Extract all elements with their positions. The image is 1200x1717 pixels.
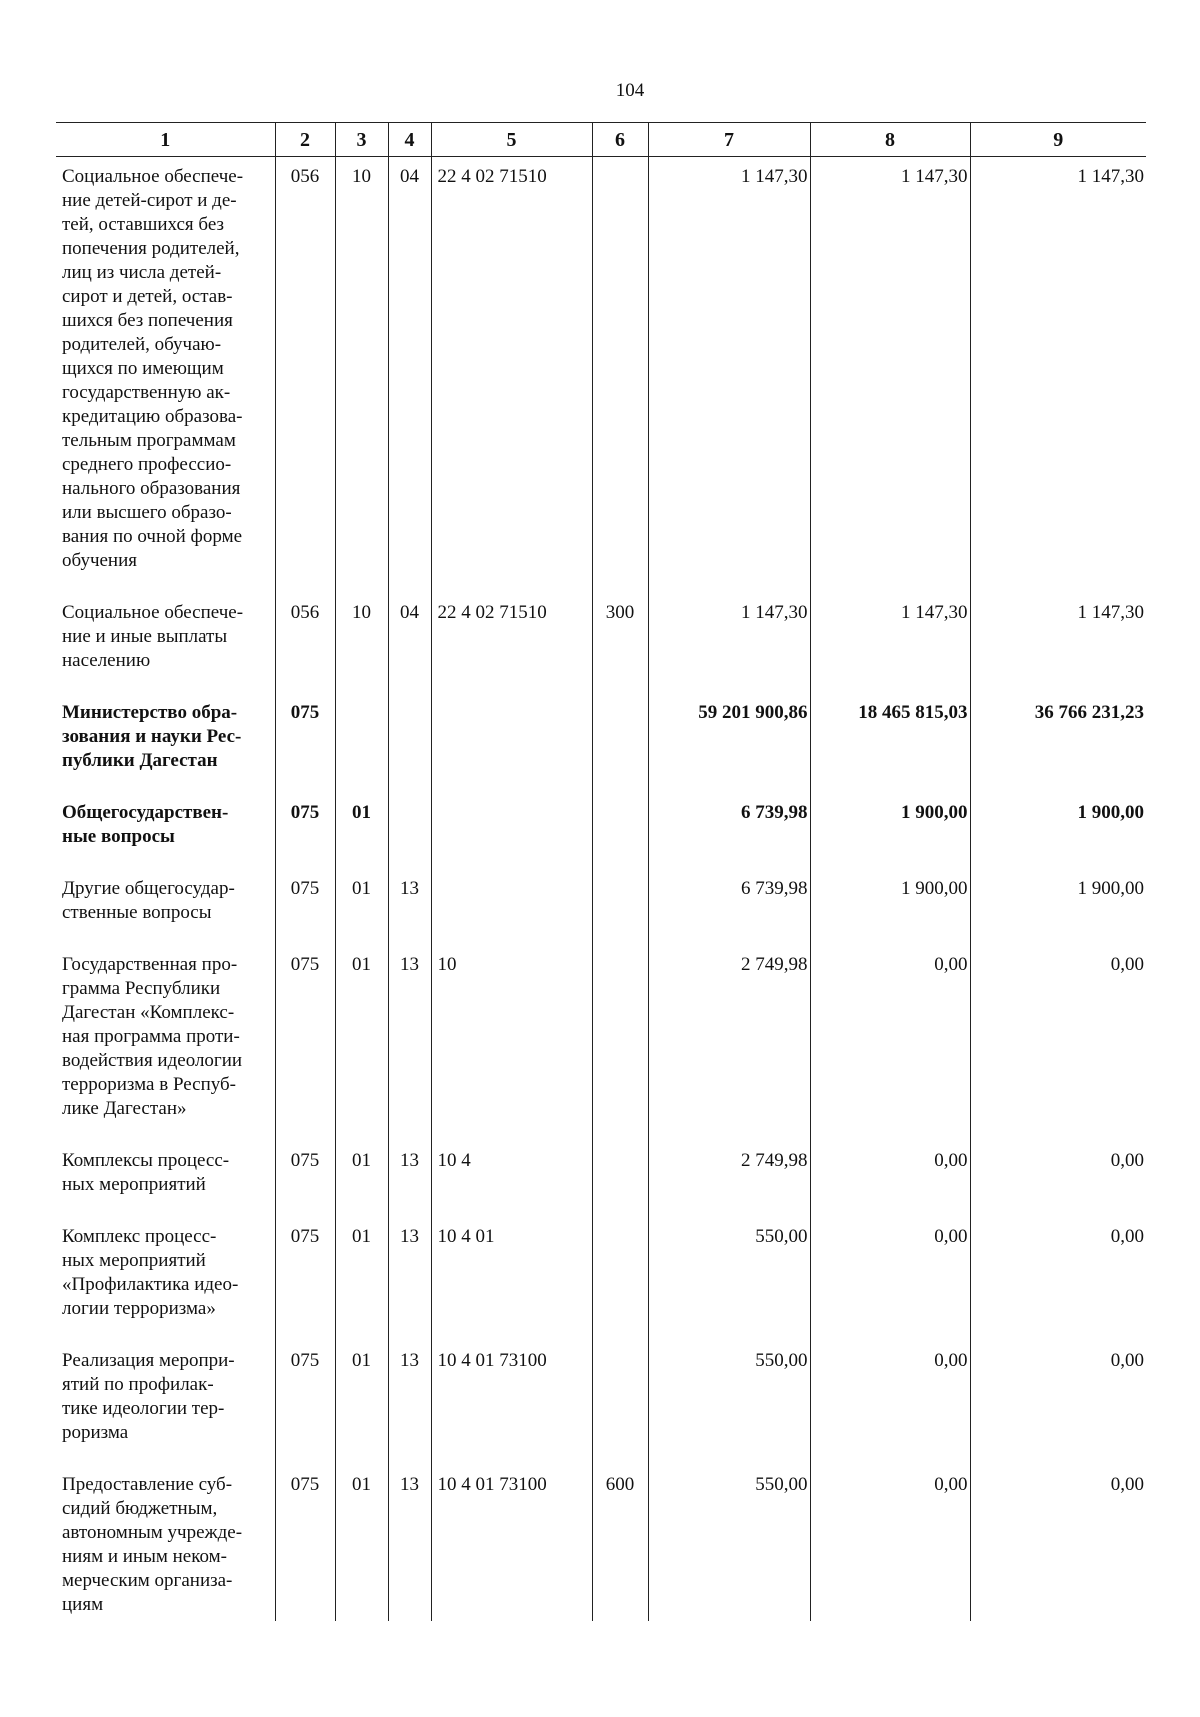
target-article-code: 22 4 02 71510	[431, 157, 592, 594]
ministry-code: 056	[275, 593, 335, 693]
column-header: 3	[335, 123, 388, 157]
amount-col-9: 1 147,30	[970, 157, 1146, 594]
ministry-code: 075	[275, 1341, 335, 1465]
expense-type-code: 300	[592, 593, 648, 693]
subsection-code: 13	[388, 1141, 431, 1217]
ministry-code: 075	[275, 1141, 335, 1217]
item-name: Предоставление суб- сидий бюджетным, автономным учрежде- ниям и иным неком- мерческим организа- циям	[62, 1474, 243, 1615]
section-code: 01	[335, 1141, 388, 1217]
amount-col-7: 6 739,98	[648, 793, 810, 869]
item-name: Комплексы процесс- ных мероприятий	[62, 1150, 230, 1195]
amount-col-7: 550,00	[648, 1341, 810, 1465]
subsection-code: 04	[388, 157, 431, 594]
table-row	[56, 793, 1146, 869]
column-header: 9	[970, 123, 1146, 157]
amount-col-7: 2 749,98	[648, 945, 810, 1141]
expense-type-code: 600	[592, 1465, 648, 1621]
ministry-code: 075	[275, 793, 335, 869]
table-row	[56, 1141, 1146, 1217]
column-header: 6	[592, 123, 648, 157]
section-code: 01	[335, 1465, 388, 1621]
amount-col-7: 6 739,98	[648, 869, 810, 945]
column-header: 4	[388, 123, 431, 157]
amount-col-9: 0,00	[970, 1465, 1146, 1621]
amount-col-8: 0,00	[810, 1465, 970, 1621]
column-header: 2	[275, 123, 335, 157]
item-name: Министерство обра- зования и науки Рес- публики Дагестан	[62, 702, 242, 771]
target-article-code: 10 4 01 73100	[431, 1341, 592, 1465]
amount-col-9: 36 766 231,23	[970, 693, 1146, 793]
target-article-code: 22 4 02 71510	[431, 593, 592, 693]
amount-col-9: 0,00	[970, 945, 1146, 1141]
amount-col-7: 550,00	[648, 1217, 810, 1341]
target-article-code	[431, 869, 592, 945]
target-article-code	[431, 793, 592, 869]
section-code: 10	[335, 593, 388, 693]
amount-col-8: 0,00	[810, 945, 970, 1141]
target-article-code: 10 4 01 73100	[431, 1465, 592, 1621]
section-code: 01	[335, 1217, 388, 1341]
amount-col-8: 0,00	[810, 1217, 970, 1341]
amount-col-8: 1 147,30	[810, 157, 970, 594]
ministry-code: 075	[275, 945, 335, 1141]
item-name: Комплекс процесс- ных мероприятий «Профилактика идео- логии терроризма»	[62, 1226, 239, 1319]
amount-col-7: 550,00	[648, 1465, 810, 1621]
section-code	[335, 693, 388, 793]
table-row	[56, 869, 1146, 945]
section-code: 10	[335, 157, 388, 594]
amount-col-8: 1 900,00	[810, 793, 970, 869]
subsection-code: 13	[388, 1217, 431, 1341]
expense-type-code	[592, 157, 648, 594]
amount-col-8: 18 465 815,03	[810, 693, 970, 793]
amount-col-9: 1 900,00	[970, 793, 1146, 869]
section-code: 01	[335, 869, 388, 945]
column-header: 1	[56, 123, 275, 157]
item-name: Государственная про- грамма Республики Дагестан «Комплекс- ная программа проти- водействия идеологии терроризма в Респуб- лике Дагестан»	[62, 954, 243, 1119]
amount-col-8: 0,00	[810, 1341, 970, 1465]
item-name: Социальное обеспече- ние и иные выплаты населению	[62, 602, 244, 671]
target-article-code	[431, 693, 592, 793]
subsection-code	[388, 793, 431, 869]
budget-table	[56, 122, 1146, 1621]
item-name: Другие общегосудар- ственные вопросы	[62, 878, 235, 923]
amount-col-7: 59 201 900,86	[648, 693, 810, 793]
amount-col-9: 0,00	[970, 1141, 1146, 1217]
subsection-code: 13	[388, 1465, 431, 1621]
amount-col-7: 1 147,30	[648, 157, 810, 594]
table-row	[56, 1465, 1146, 1621]
page-number: 104	[615, 80, 645, 101]
amount-col-9: 1 900,00	[970, 869, 1146, 945]
amount-col-9: 0,00	[970, 1217, 1146, 1341]
subsection-code: 13	[388, 945, 431, 1141]
table-row	[56, 1341, 1146, 1465]
table-row	[56, 693, 1146, 793]
table-row	[56, 1217, 1146, 1341]
amount-col-8: 1 147,30	[810, 593, 970, 693]
subsection-code: 13	[388, 869, 431, 945]
ministry-code: 075	[275, 869, 335, 945]
expense-type-code	[592, 945, 648, 1141]
table-row	[56, 945, 1146, 1141]
expense-type-code	[592, 1141, 648, 1217]
column-header: 8	[810, 123, 970, 157]
amount-col-8: 0,00	[810, 1141, 970, 1217]
table-row	[56, 593, 1146, 693]
amount-col-9: 0,00	[970, 1341, 1146, 1465]
ministry-code: 075	[275, 1217, 335, 1341]
target-article-code: 10	[431, 945, 592, 1141]
expense-type-code	[592, 869, 648, 945]
ministry-code: 075	[275, 693, 335, 793]
target-article-code: 10 4 01	[431, 1217, 592, 1341]
column-header: 7	[648, 123, 810, 157]
ministry-code: 075	[275, 1465, 335, 1621]
table-header-row	[56, 123, 1146, 157]
amount-col-7: 1 147,30	[648, 593, 810, 693]
amount-col-8: 1 900,00	[810, 869, 970, 945]
section-code: 01	[335, 945, 388, 1141]
expense-type-code	[592, 793, 648, 869]
item-name: Общегосударствен- ные вопросы	[62, 802, 229, 847]
expense-type-code	[592, 1217, 648, 1341]
subsection-code	[388, 693, 431, 793]
subsection-code: 13	[388, 1341, 431, 1465]
amount-col-7: 2 749,98	[648, 1141, 810, 1217]
ministry-code: 056	[275, 157, 335, 594]
subsection-code: 04	[388, 593, 431, 693]
amount-col-9: 1 147,30	[970, 593, 1146, 693]
column-header: 5	[431, 123, 592, 157]
item-name: Социальное обеспече- ние детей-сирот и де- тей, оставшихся без попечения родителей, лиц из числа детей- сирот и детей, остав- шихся без попечения родителей, обучаю- щихся по имеющим государственную ак- кредитацию образова- тельным программам среднего профессио- нального образования или высшего образо- вания по очной форме обучения	[62, 166, 244, 571]
expense-type-code	[592, 693, 648, 793]
section-code: 01	[335, 793, 388, 869]
target-article-code: 10 4	[431, 1141, 592, 1217]
item-name: Реализация меропри- ятий по профилак- тике идеологии тер- роризма	[62, 1350, 235, 1443]
section-code: 01	[335, 1341, 388, 1465]
table-row	[56, 157, 1146, 594]
expense-type-code	[592, 1341, 648, 1465]
